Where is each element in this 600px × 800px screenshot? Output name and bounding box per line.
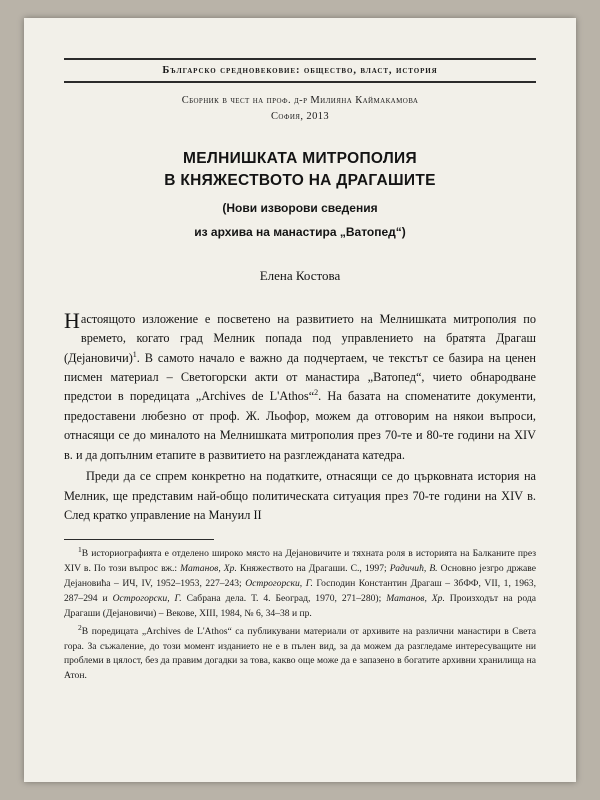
paragraph-1-part-2: . В самото начало е важно да подчертаем, че текстът се базира на ценен писмен материал – Светогорски акти от манастира „Ватопед“, чието обнародване предстои в поредицата „Archives de L'Athos“ xyxy=(64,350,536,404)
footnote-1-text-2: Княжеството на Драгаши. С., 1997; xyxy=(236,563,390,575)
footnote-1-text-5: Сабрана дела. Т. 4. Београд, 1970, 271–280); xyxy=(181,592,387,604)
footnotes-block xyxy=(64,547,536,684)
city-year-line: София, 2013 xyxy=(270,111,330,122)
title-line-2: В КНЯЖЕСТВОТО НА ДРАГАШИТЕ xyxy=(164,172,436,190)
body-text xyxy=(64,307,536,526)
footnote-1-text-1: В историографията е отделено широко място на Дejaновичите и тяхната роля в историята на Балканите през XIV в. По този въпрос вж.: xyxy=(64,548,536,575)
running-head xyxy=(64,58,536,83)
footnote-1-text-3: Основно језгро државе Дејановића – ИЧ, IV, 1952–1953, 227–243; xyxy=(64,563,537,590)
author-name: Елена Костова xyxy=(259,267,341,283)
paragraph-1-part-1: астоящото изложение е посветено на развитието на Мелнишката митрополия по времето, когато град Мелник попада под управлението на братята Драгаш (Дejaновичи) xyxy=(64,311,536,365)
subtitle-line-2: из архива на манастира „Ватопед“) xyxy=(194,225,406,240)
footnote-2-text: В поредицата „Archives de L'Athos“ са публикувани материали от архивите на различни манастири в Света гора. За съжаление, до този момент изданието не е в пълен вид, за да можем да разгледаме интересуващите ни проблеми в цялост, без да правим догадки за това, какво още може да е запазено в богатите архивни хранилища на Атон. xyxy=(64,625,536,682)
subtitle-line-1: (Нови изворови сведения xyxy=(222,200,378,215)
footnote-1-text-4: Господин Константин Драгаш – ЗбФФ, VII, 1, 1963, 287–294 и xyxy=(64,578,536,604)
footnote-ref-1[interactable]: 1 xyxy=(132,349,137,359)
page-content xyxy=(64,58,536,748)
paragraph-1 xyxy=(64,307,536,465)
footnote-1-italic-3: Острогорски, Г. xyxy=(245,578,313,590)
running-head-text: Българско средновековие: общество, власт, история xyxy=(162,65,438,76)
article-title xyxy=(64,148,536,242)
paragraph-1-part-3: . На базата на споменатите документи, предоставени любезно от проф. Ж. Льофор, можем да отговорим на някои въпроси, отнасящи се до миналото на Мелнишката митрополия през 70-те и 80-те години на XIV в. и да допълним етапите в развитието на разглежданата катедра. xyxy=(64,389,536,462)
paragraph-2: Преди да се спрем конкретно на податките, отнасящи се до църковната история на Мелник, ще представим най-общо политическата ситуация през 70-те години на XIV в. След кратко управление на Мануил II xyxy=(64,469,536,522)
footnote-1 xyxy=(64,547,536,621)
footnote-2 xyxy=(64,622,536,684)
footnote-2-mark: 2 xyxy=(78,622,82,632)
footnote-1-italic-1: Матанов, Хр. xyxy=(180,563,237,575)
series-line: Сборник в чест на проф. д-р Милияна Каймакамова xyxy=(181,95,419,106)
footnote-1-italic-4: Острогорски, Г. xyxy=(112,592,182,604)
document-page xyxy=(24,18,576,782)
footnote-1-italic-5: Матанов, Хр. xyxy=(386,592,445,604)
footnote-1-mark: 1 xyxy=(78,545,82,555)
title-line-1: МЕЛНИШКАТА МИТРОПОЛИЯ xyxy=(183,150,417,167)
footnote-1-text-6: Произходът на рода Драгаши (Дejaновичи) – Векове, XIII, 1984, № 6, 34–38 и пр. xyxy=(64,592,536,619)
footnote-1-italic-2: Радичић, В. xyxy=(389,563,438,575)
footnote-ref-2[interactable]: 2 xyxy=(314,388,319,398)
footnote-separator xyxy=(64,539,214,540)
drop-cap: Н xyxy=(64,307,80,333)
